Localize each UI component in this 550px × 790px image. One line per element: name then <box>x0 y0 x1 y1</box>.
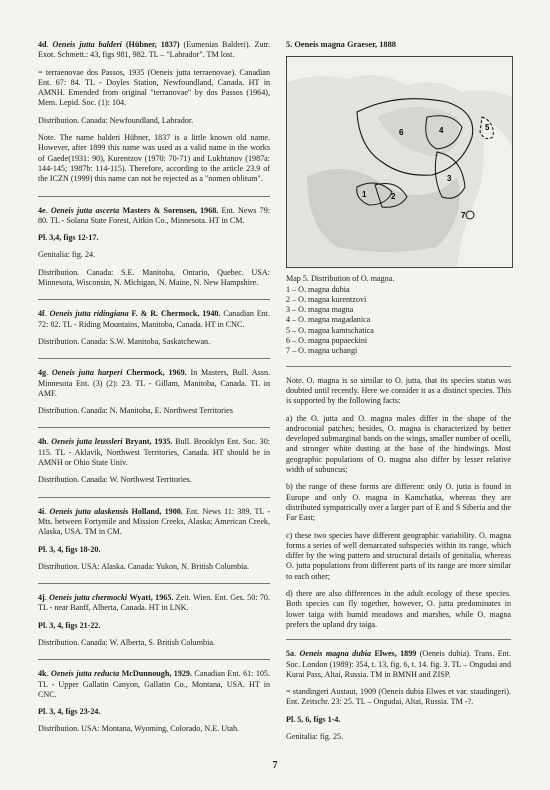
map-caption <box>286 274 511 356</box>
divider <box>38 358 270 359</box>
species-name: Oeneis jutta ridingiana <box>49 309 129 319</box>
genitalia: Genitalia: fig. 25. <box>286 731 344 741</box>
entry-4f <box>38 309 270 347</box>
map-graphic <box>287 57 512 267</box>
note: Note. The name balderi Hübner, 1837 is a little known old name. However, after 1899 this name was used as a valid name in the works of Gaede(1931: 90), Kurentzov (1970: 70-71) and Lukhtanov (1987a: 144-145; 1987b: 114-115). Therefore, according to the article 23.9 of the ICZN (1999) this name can not be rejected as a "nomen oblitum". <box>38 133 270 184</box>
map-label-2: 2 <box>391 192 396 202</box>
map-label-4: 4 <box>439 126 444 136</box>
entry-id: 4g <box>38 368 47 378</box>
map-label-7: 7 <box>461 211 466 221</box>
plates: Pl. 3, 4, figs 23-24. <box>38 707 101 717</box>
entry-heading: 4k. Oeneis jutta reducta McDunnough, 1929. Canadian Ent. 61: 105. TL - Upper Gallatin Canyon, Gallatin Co., Montana, USA. HT in CNC. <box>38 669 271 699</box>
divider <box>38 583 270 584</box>
caption-item: 2 – O. magna kurentzovi <box>286 294 367 304</box>
map-label-3: 3 <box>447 174 452 184</box>
genitalia: Genitalia: fig. 24. <box>38 250 96 260</box>
entry-heading: 4h. Oeneis jutta leussleri Bryant, 1935. Bull. Brooklyn Ent. Soc. 30: 115. TL - Aklavik, Northwest Territories, Canada. HT should be in AMNH or Ohio State Univ. <box>38 437 271 468</box>
entry-4d <box>38 40 270 185</box>
caption-item: 7 – O. magna uchangi <box>286 346 358 356</box>
entry-4j <box>38 593 270 648</box>
entry-id: 4f <box>38 309 45 319</box>
distribution: Distribution. Canada: N. Manitoba, E. Northwest Territories <box>38 406 233 416</box>
species-name: Oeneis jutta ascerta <box>50 205 120 215</box>
note-c: c) these two species have different geographic variability. O. magna forms a series of well demarcated subspecies within its range, which differ by the wing pattern and structural details of genitalia, whereas O. jutta populations from different parts of its range are more similar to each other; <box>286 530 511 581</box>
author: Bryant, 1935. <box>125 437 173 447</box>
entry-heading: 4d. Oeneis jutta balderi (Hübner, 1837) (Eumenias Balderi). Zutr. Exot. Schmett.: 43, figs 981, 982. TL – "Labrador". TM lost. <box>38 40 271 60</box>
citation: In Masters, Bull. Assn. Minnesota Ent. (3) (2): 23. TL - Gillam, Manitoba, Canada. TL in AMF. <box>38 368 271 398</box>
map-label-1: 1 <box>362 190 367 200</box>
note-b: b) the range of these forms are different: only O. jutta is found in Europe and only O. magna in Kamchatka, whereas they are distributed sympatrically over a larger part of E and S Siberia and the Far East; <box>286 482 511 523</box>
caption-item: 1 – O. magna dubia <box>286 284 350 294</box>
species-name: Oeneis jutta harperi <box>51 368 123 378</box>
species-name: Oeneis jutta alaskensis <box>49 506 129 516</box>
divider <box>38 196 270 197</box>
author: Wyatt, 1965. <box>129 593 174 603</box>
entry-4h <box>38 437 270 485</box>
entry-heading: 4j. Oeneis jutta chermocki Wyatt, 1965. Zeit. Wien. Ent. Ges. 50: 70. TL - near Banff, Alberta, Canada. HT in LNK. <box>38 593 270 613</box>
entry-heading: 4g. Oeneis jutta harperi Chermock, 1969. In Masters, Bull. Assn. Minnesota Ent. (3) (2): 23. TL - Gillam, Manitoba, Canada. TL in AMF. <box>38 368 271 398</box>
entry-5a <box>286 649 511 742</box>
right-column <box>286 40 511 753</box>
species-name: Oeneis jutta reducta <box>51 669 120 679</box>
divider <box>38 497 270 498</box>
author: Holland, 1900. <box>131 506 183 516</box>
entry-heading: 5a. Oeneis magna dubia Elwes, 1899 (Oeneis dubia). Trans. Ent. Soc. London (1989): 354, t. 13, fig. 6, t. 14. fig. 3. TL – Ongudai and Kurai Pass, Altai, Russia. TM in BMNH and ZISP. <box>286 649 512 679</box>
plates: Pl. 5, 6, figs 1-4. <box>286 714 341 724</box>
citation: (Oeneis dubia). Trans. Ent. Soc. London (1989): 354, t. 13, fig. 6, t. 14. fig. 3. TL – Ongudai and Kurai Pass, Altai, Russia. TM in BMNH and ZISP. <box>286 649 512 679</box>
entry-heading: 4i. Oeneis jutta alaskensis Holland, 1900. Ent. News 11: 389. TL - Mts. between Fortymile and Mission Creeks, Alaska; American Creek, Alaska, USA. TM in CM. <box>38 506 271 537</box>
entry-id: 4i <box>38 506 45 516</box>
entry-id: 5a <box>286 649 295 659</box>
citation: Bull. Brooklyn Ent. Soc. 30: 115. TL - Aklavik, Northwest Territories, Canada. HT should be in AMNH or Ohio State Univ. <box>38 437 271 468</box>
distribution-map <box>286 56 513 268</box>
citation: Canadian Ent. 61: 105. TL - Upper Gallatin Canyon, Gallatin Co., Montana, USA. HT in CNC. <box>38 669 271 699</box>
divider <box>286 366 511 367</box>
author: F. & R. Chermock, 1940. <box>131 309 221 319</box>
entry-id: 4k <box>38 669 47 679</box>
citation: Zeit. Wien. Ent. Ges. 50: 70. TL - near Banff, Alberta, Canada. HT in LNK. <box>38 593 270 613</box>
entry-id: 4d <box>38 40 47 49</box>
citation: Ent. News 79: 80. TL - Solana State Forest, Aitkin Co., Minnesota. HT in CM. <box>38 205 270 225</box>
divider <box>38 299 270 300</box>
synonym: = terraenovae dos Passos, 1935 (Oeneis jutta terraenovae). Canadian Ent. 67: 84. TL - Doyles Station, Newfoundland, Canada. HT in AMNH. Emended from original "terranovae" by dos Passos (1964), Mem. Lepid. Soc. (1): 104. <box>38 67 270 108</box>
distribution: Distribution. Canada: S.W. Manitoba, Saskatchewan. <box>38 336 211 346</box>
entry-id: 4e <box>38 205 46 215</box>
plates: Pl. 3, 4, figs 21-22. <box>38 620 101 630</box>
author: Chermock, 1969. <box>126 368 187 378</box>
entry-id: 4h <box>38 437 47 447</box>
caption-item: 5 – O. magna kamtschatica <box>286 325 374 335</box>
synonym: = standingeri Austaut, 1909 (Oeneis dubia Elwes et var. staudingeri). Ent. Zeitschr. 23: 25. TL – Ongudai, Altai, Russia. TM -?. <box>286 687 511 707</box>
distribution: Distribution. Canada: W. Northwest Territories. <box>38 475 192 485</box>
note-d: d) there are also differences in the adult ecology of these species. Both species can fly together, however, O. jutta predominates in lower taiga with humid meadows and marshes, while O. magna prefers the upland dry taiga. <box>286 589 511 629</box>
species-name: Oeneis magna dubia <box>299 649 372 659</box>
map-label-5: 5 <box>485 123 490 133</box>
note-intro: Note. O. magna is so similar to O. jutta, that its species status was doubted until recently. Here we consider it as a distinct species. This is supported by the following facts: <box>286 375 511 406</box>
entry-4k <box>38 669 270 734</box>
entry-heading: 4e. Oeneis jutta ascerta Masters & Sorensen, 1968. Ent. News 79: 80. TL - Solana State Forest, Aitkin Co., Minnesota. HT in CM. <box>38 205 270 225</box>
plates: Pl. 3,4, figs 12-17. <box>38 233 99 243</box>
author: Elwes, 1899 <box>374 649 417 659</box>
caption-item: 6 – O. magna pupaeckini <box>286 336 368 346</box>
species-name: Oeneis jutta chermocki <box>49 593 128 603</box>
entry-4g <box>38 368 270 416</box>
caption-item: 4 – O. magna magadanica <box>286 315 371 325</box>
author: McDunnough, 1929. <box>121 669 192 679</box>
map-label-6: 6 <box>399 128 404 138</box>
distribution: Distribution. Canada: Newfoundland, Labrador. <box>38 115 194 125</box>
entry-4e <box>38 206 270 289</box>
distribution: Distribution. USA: Alaska. Canada: Yukon, N. British Columbia. <box>38 561 250 571</box>
entry-id: 4j <box>38 593 45 603</box>
citation: (Eumenias Balderi). Zutr. Exot. Schmett.: 43, figs 981, 982. TL – "Labrador". TM lost. <box>38 40 271 60</box>
divider <box>38 427 270 428</box>
author: (Hübner, 1837) <box>125 40 180 49</box>
caption-title: Map 5. Distribution of O. magna. <box>286 274 395 284</box>
note-a: a) the O. jutta and O. magna males differ in the shape of the androconial patches; besides, O. magna is characterized by better developed submarginal bands on the wings, smaller number of ocelli, and stronger white dusting at the base of the hindwings. Most geographic populations of O. magna also differ by lesser relative width of subuncus; <box>286 413 511 475</box>
map-section-title: 5. Oeneis magna Graeser, 1888 <box>286 40 396 49</box>
entry-heading: 4f. Oeneis jutta ridingiana F. & R. Chermock, 1940. Canadian Ent. 72: 82. TL - Riding Mountains, Manitoba, Canada. HT in CNC. <box>38 309 270 329</box>
divider <box>286 639 511 640</box>
citation: Ent. News 11: 389. TL - Mts. between Fortymile and Mission Creeks, Alaska; American Creek, Alaska, USA. TM in CM. <box>38 506 271 537</box>
distribution: Distribution. Canada: W. Alberta, S. British Columbia. <box>38 637 215 647</box>
divider <box>38 659 270 660</box>
author: Masters & Sorensen, 1968. <box>122 205 219 215</box>
caption-item: 3 – O. magna magna <box>286 305 354 315</box>
species-name: Oeneis jutta balderi <box>52 40 122 49</box>
entry-4i <box>38 507 270 572</box>
page-number: 7 <box>272 760 278 771</box>
distribution: Distribution. Canada: S.E. Manitoba, Ontario, Quebec. USA: Minnesota, Wisconsin, N. Michigan, N. Maine, N. New Hampshire. <box>38 267 270 288</box>
distribution: Distribution. USA: Montana, Wyoming, Colorado, N.E. Utah. <box>38 724 240 734</box>
citation: Canadian Ent. 72: 82. TL - Riding Mountains, Manitoba, Canada. HT in CNC. <box>38 309 270 329</box>
plates: Pl. 3, 4, figs 18-20. <box>38 544 101 554</box>
left-column <box>38 40 270 746</box>
species-name: Oeneis jutta leussleri <box>51 437 123 447</box>
